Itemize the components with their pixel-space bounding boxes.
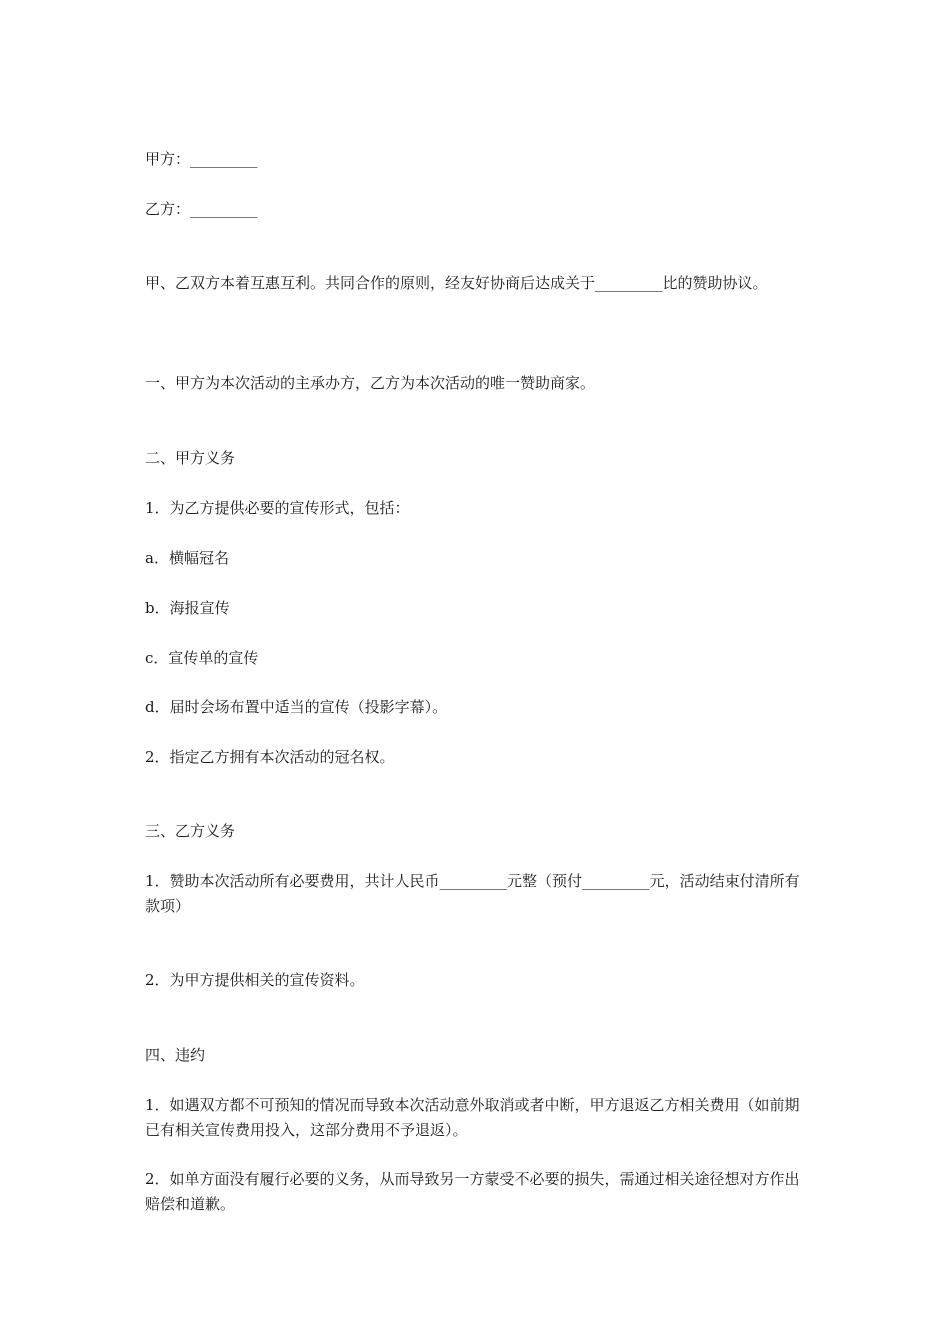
section-1: 一、甲方为本次活动的主承办方，乙方为本次活动的唯一赞助商家。: [145, 374, 596, 392]
party-a-line: [145, 147, 810, 172]
intro-text-before: 甲、乙双方本着互惠互利。共同合作的原则，经友好协商后达成关于: [145, 274, 596, 292]
section-3-title: 三、乙方义务: [145, 822, 236, 840]
section-2-item-d: d．届时会场布置中适当的宣传（投影字幕）。: [145, 698, 448, 716]
party-b-label: 乙方：: [145, 200, 191, 218]
section-3-item-1-blank-2: _________: [582, 872, 650, 890]
intro-text-after: 比的赞助协议。: [662, 274, 768, 292]
section-3-item-1: [145, 869, 810, 919]
section-2-item-1: 1．为乙方提供必要的宣传形式，包括：: [145, 499, 410, 517]
section-2-item-2: 2．指定乙方拥有本次活动的冠名权。: [145, 748, 395, 766]
section-3-item-1-text-c: 元，活动结束付清所有款项）: [145, 872, 800, 915]
section-4-item-1: 1．如遇双方都不可预知的情况而导致本次活动意外取消或者中断，甲方退返乙方相关费用（如前期已有相关宣传费用投入，这部分费用不予退返）。: [145, 1096, 800, 1139]
section-2-item-a: a．横幅冠名: [145, 549, 229, 567]
section-4-item-2: 2．如单方面没有履行必要的义务，从而导致另一方蒙受不必要的损失，需通过相关途径想对方作出赔偿和道歉。: [145, 1170, 800, 1213]
section-3-item-2: 2．为甲方提供相关的宣传资料。: [145, 971, 365, 989]
party-a-label: 甲方：: [145, 150, 191, 168]
section-2-item-b: b．海报宣传: [145, 599, 230, 617]
section-2-item-c: c．宣传单的宣传: [145, 649, 259, 667]
party-b-line: [145, 197, 810, 222]
section-3-item-1-blank-1: _________: [439, 872, 508, 890]
intro-blank: _________: [595, 274, 663, 292]
section-3-item-1-text-a: 1．赞助本次活动所有必要费用，共计人民币: [145, 872, 440, 890]
section-2-title: 二、甲方义务: [145, 449, 236, 467]
party-a-blank: _________: [190, 150, 258, 168]
intro-paragraph: [145, 271, 810, 296]
party-b-blank: _________: [190, 200, 258, 218]
section-4-title: 四、违约: [145, 1046, 206, 1064]
section-3-item-1-text-b: 元整（预付: [507, 872, 583, 890]
